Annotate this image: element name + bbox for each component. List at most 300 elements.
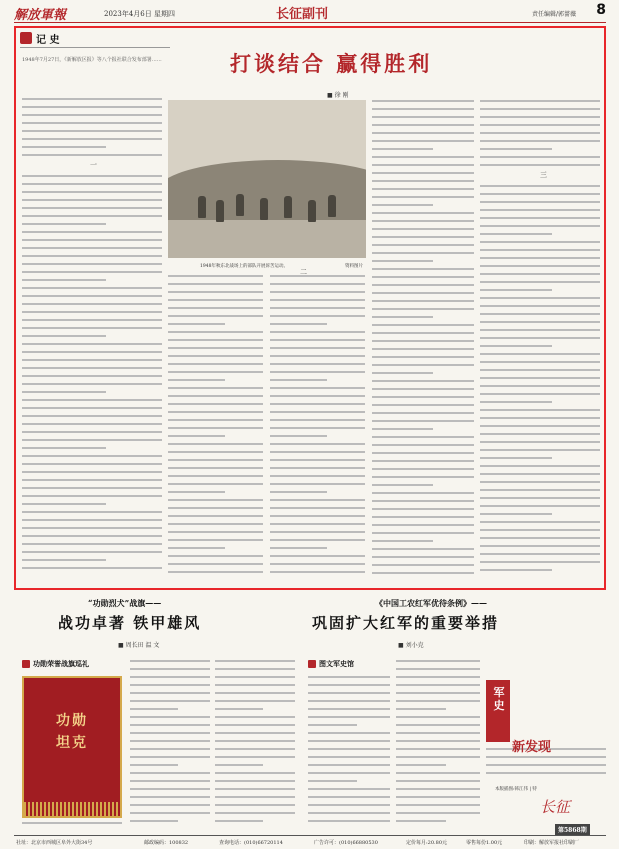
text-line [372,164,474,166]
text-line [168,371,263,373]
text-line [215,692,295,694]
text-line [372,492,474,494]
text-line [270,419,365,421]
text-line [130,692,210,694]
text-line [22,439,162,441]
photo-credit: 资料图片 [345,264,363,269]
text-line [168,523,263,525]
text-line [22,271,162,273]
text-line [270,483,365,485]
text-line [22,535,162,537]
text-line [480,537,600,539]
text-line [168,411,263,413]
text-line [130,732,210,734]
text-line [22,487,162,489]
text-line [168,363,263,365]
text-line [396,692,480,694]
text-line [480,124,600,126]
text-line [215,676,295,678]
text-line [22,138,162,140]
text-line [130,708,178,710]
text-line [480,425,600,427]
text-line [270,451,365,453]
text-line [372,460,474,462]
text-line [480,513,552,515]
text-line [480,553,600,555]
text-line [372,308,474,310]
text-line [130,812,210,814]
text-line [480,249,600,251]
text-line [372,564,474,566]
editor-credit: 责任编辑/郭蔷薇 [531,11,576,18]
text-line [480,409,600,411]
text-line [480,193,600,195]
text-line [480,241,600,243]
text-line [308,788,390,790]
text-line [480,265,600,267]
text-line [168,403,263,405]
photo-caption: 1948年秋东北战场上的部队开展诉苦运动。 [200,264,288,269]
text-line [215,756,295,758]
text-line [372,476,474,478]
text-line [372,284,474,286]
text-line [130,764,178,766]
text-line [270,371,365,373]
text-line [480,465,600,467]
text-line [372,100,474,102]
text-line [130,804,210,806]
issue-date: 2023年4月6日 星期四 [104,10,175,18]
text-line [168,387,263,389]
text-line [168,571,263,573]
text-line [480,481,600,483]
text-line [22,335,106,337]
text-line [480,329,600,331]
text-line [486,772,606,774]
text-line [168,331,263,333]
section-mark: 三 [540,171,547,179]
text-line [372,356,474,358]
illustration-credit: 本版插图:韩江伟 | 特 [495,787,537,792]
text-line [372,468,474,470]
text-line [130,796,210,798]
text-line [22,551,162,553]
text-line [480,297,600,299]
text-line [308,700,390,702]
text-line [372,388,474,390]
text-line [22,183,162,185]
text-line [308,692,390,694]
story-byline: ■ 刘小克 [398,642,424,649]
text-line [480,433,600,435]
article-column [308,676,390,828]
article-column [480,185,600,577]
story-kicker: 《中国工农红军优待条例》—— [375,598,487,608]
text-line [372,228,474,230]
text-line [270,363,365,365]
text-line [480,100,600,102]
text-line [270,467,365,469]
text-line [480,473,600,475]
text-line [22,255,162,257]
text-line [372,484,433,486]
text-line [372,132,474,134]
text-line [168,515,263,517]
column-tag [20,32,96,44]
page-number: 8 [596,2,606,18]
text-line [372,372,433,374]
star-icon [20,32,32,44]
text-line [480,156,600,158]
text-line [372,508,474,510]
text-line [480,529,600,531]
sidebox-title: 功勋荣誉战旗巡礼 [33,659,89,668]
text-line [270,547,327,549]
text-line [215,724,295,726]
divider [20,47,170,48]
text-line [168,347,263,349]
text-line [480,505,600,507]
text-line [372,548,474,550]
article-column [270,275,365,579]
footer-address: 社址：北京市西城区阜外大街34号 [16,840,93,846]
text-line [396,748,480,750]
text-line [480,337,600,339]
text-line [396,764,446,766]
text-line [22,351,162,353]
text-line [372,316,433,318]
text-line [396,804,480,806]
text-line [168,555,263,557]
text-line [372,268,474,270]
text-line [308,804,390,806]
story-title[interactable]: 战功卓著 铁甲雄风 [58,614,202,632]
text-line [270,531,365,533]
text-line [130,788,210,790]
text-line [480,361,600,363]
text-line [372,412,474,414]
article-column [22,822,122,830]
text-line [372,500,474,502]
text-line [22,463,162,465]
article-column [215,660,295,828]
text-line [270,291,365,293]
article-column [372,100,474,580]
text-line [372,572,474,574]
text-line [168,283,263,285]
text-line [168,355,263,357]
text-line [22,287,162,289]
text-line [372,148,433,150]
text-line [308,716,390,718]
text-line [22,343,162,345]
text-line [480,561,600,563]
column-tag-label: 记 史 [36,35,60,46]
text-line [168,547,225,549]
text-line [372,396,474,398]
text-line [308,764,390,766]
section-mark: 一 [90,161,97,169]
text-line [372,204,433,206]
text-line [372,428,433,430]
text-line [168,483,263,485]
text-line [22,527,162,529]
banner-text: 坦克 [56,735,88,751]
text-line [308,812,390,814]
flag-icon [22,660,30,668]
text-line [308,676,390,678]
text-line [480,233,552,235]
text-line [270,411,365,413]
text-line [372,260,433,262]
text-line [22,122,162,124]
text-line [168,499,263,501]
text-line [480,345,552,347]
text-line [372,188,474,190]
text-line [396,820,446,822]
article-column [396,660,480,828]
masthead: 解放軍報 [14,8,67,23]
text-line [168,459,263,461]
article-column [130,660,210,828]
honor-banner [22,676,122,818]
text-line [396,788,480,790]
text-line [130,780,210,782]
historical-photo [168,100,366,258]
text-line [372,556,474,558]
text-line [480,164,600,166]
text-line [480,108,600,110]
text-line [372,516,474,518]
text-line [270,331,365,333]
text-line [480,393,600,395]
text-line [270,283,365,285]
text-line [22,415,162,417]
text-line [22,319,162,321]
text-line [22,479,162,481]
banner-text: 军史 [493,686,505,712]
text-line [270,563,365,565]
text-line [22,559,106,561]
text-line [22,263,162,265]
text-line [480,313,600,315]
text-line [480,116,600,118]
text-line [308,772,390,774]
text-line [168,379,225,381]
text-line [22,519,162,521]
text-line [396,796,480,798]
story-kicker: “功勋烈犬”战旗—— [88,598,162,608]
article-column [22,98,162,162]
text-line [396,676,480,678]
text-line [270,555,365,557]
text-line [270,307,365,309]
text-line [372,220,474,222]
text-line [480,521,600,523]
text-line [130,740,210,742]
footer-postcode: 邮政编码：100832 [144,840,189,846]
text-line [372,364,474,366]
sidebox-title: 图文军史馆 [319,659,354,668]
text-line [372,340,474,342]
feature-headline[interactable]: 打谈结合 赢得胜利 [230,52,433,76]
text-line [480,457,552,459]
text-line [270,571,365,573]
text-line [168,539,263,541]
text-line [215,772,295,774]
text-line [270,323,327,325]
section-title: 长征副刊 [276,7,329,22]
banner-main: 新发现 [512,740,552,755]
text-line [480,140,600,142]
text-line [372,292,474,294]
text-line [308,756,390,758]
museum-icon [308,660,316,668]
text-line [22,447,106,449]
text-line [270,339,365,341]
text-line [168,323,225,325]
article-column [480,100,600,172]
text-line [22,495,162,497]
text-line [480,385,600,387]
text-line [480,185,600,187]
text-line [480,132,600,134]
text-line [215,700,295,702]
text-line [168,451,263,453]
text-line [130,724,210,726]
text-line [22,567,162,569]
text-line [480,377,600,379]
text-line [270,403,365,405]
text-line [372,532,474,534]
text-line [480,545,600,547]
text-line [130,748,210,750]
text-line [22,367,162,369]
text-line [372,444,474,446]
text-line [486,764,606,766]
text-line [308,780,357,782]
text-line [480,497,600,499]
text-line [396,724,480,726]
text-line [22,383,162,385]
text-line [480,449,600,451]
text-line [168,291,263,293]
text-line [22,543,162,545]
text-line [215,668,295,670]
text-line [270,499,365,501]
text-line [215,716,295,718]
text-line [396,684,480,686]
text-line [168,275,263,277]
footer-printer: 印刷：解放军报社印刷厂 [524,840,580,846]
article-column [168,275,263,579]
text-line [130,716,210,718]
text-line [22,175,162,177]
story-title[interactable]: 巩固扩大红军的重要举措 [312,614,500,632]
text-line [396,772,480,774]
text-line [22,191,162,193]
text-line [22,106,162,108]
text-line [396,716,480,718]
text-line [270,515,365,517]
feature-byline: ■ 徐 刚 [327,92,349,99]
text-line [270,475,365,477]
feature-intro [22,56,162,96]
text-line [308,820,390,822]
text-line [372,332,474,334]
text-line [372,196,474,198]
text-line [372,212,474,214]
text-line [22,375,162,377]
text-line [270,347,365,349]
text-line [22,207,162,209]
text-line [480,569,552,571]
text-line [372,180,474,182]
text-line [215,740,295,742]
text-line [168,315,263,317]
text-line [372,108,474,110]
text-line [22,359,162,361]
text-line [215,804,295,806]
text-line [168,427,263,429]
text-line [480,273,600,275]
text-line [372,244,474,246]
text-line [308,740,390,742]
text-line [396,700,480,702]
text-line [270,387,365,389]
text-line [270,539,365,541]
text-line [22,311,162,313]
text-line [130,676,210,678]
text-line [270,459,365,461]
text-line [396,780,480,782]
text-line [22,154,162,156]
text-line [480,489,600,491]
text-line [215,684,295,686]
text-line [130,700,210,702]
text-line [372,252,474,254]
text-line [22,423,162,425]
text-line [215,764,263,766]
text-line [22,471,162,473]
text-line [480,441,600,443]
text-line [22,279,106,281]
text-line [372,540,433,542]
text-line [270,355,365,357]
text-line [130,660,210,662]
text-line [215,660,295,662]
text-line [270,379,327,381]
text-line [396,660,480,662]
text-line [22,114,162,116]
article-column [22,175,162,575]
text-line [480,217,600,219]
text-line [22,431,162,433]
text-line [168,395,263,397]
text-line [22,391,106,393]
text-line [480,257,600,259]
text-line [308,732,390,734]
text-line [270,427,365,429]
text-line [372,420,474,422]
text-line [480,209,600,211]
text-line [372,324,474,326]
text-line [22,407,162,409]
text-line [480,401,552,403]
text-line [22,215,162,217]
text-line [372,404,474,406]
text-line [22,231,162,233]
